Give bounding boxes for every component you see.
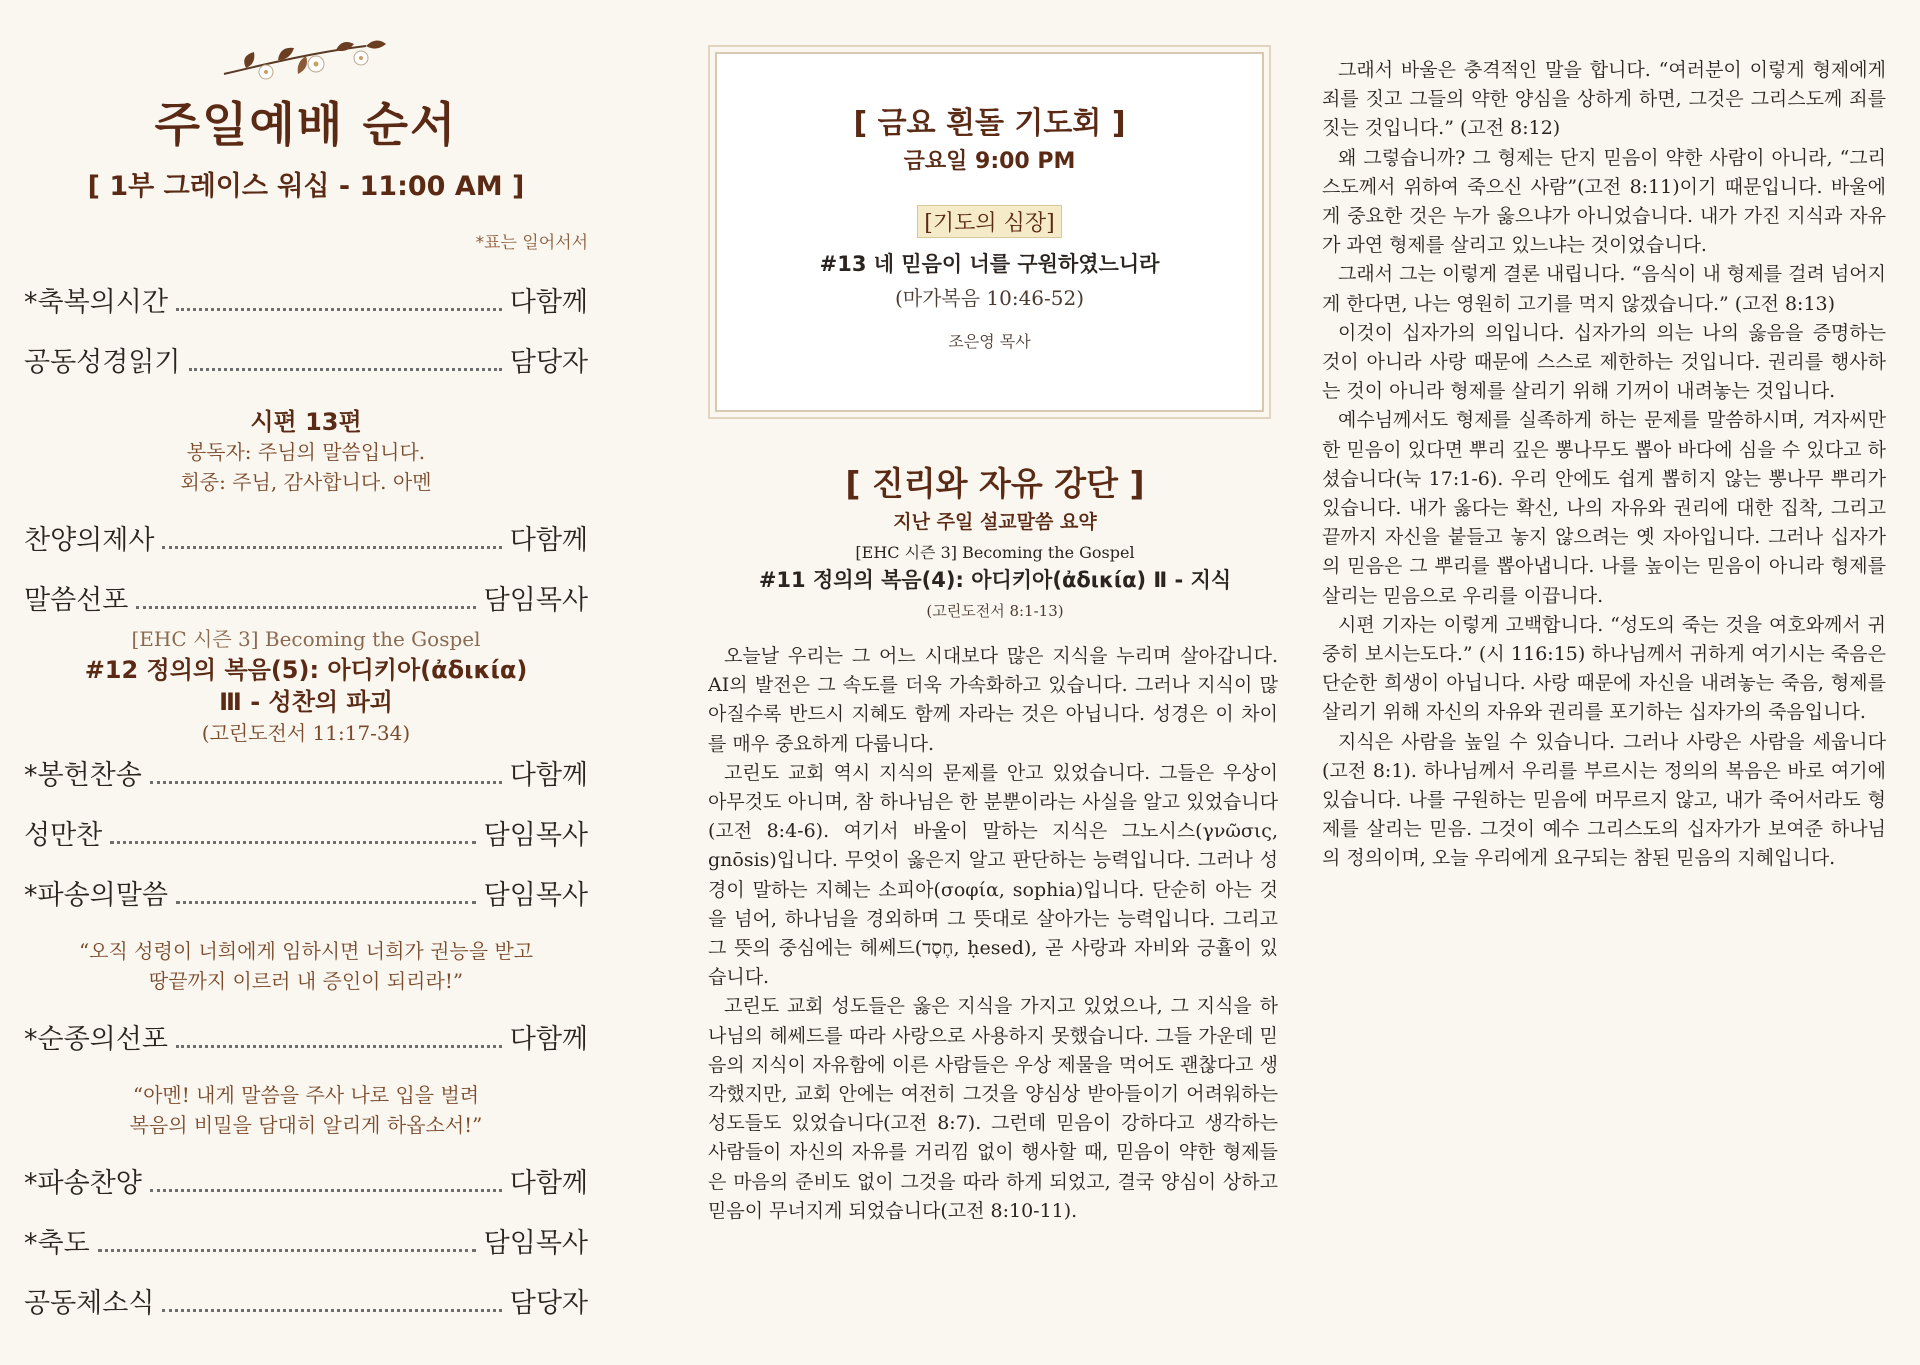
sending-quote [24, 936, 588, 996]
paragraph: 고린도 교회 역시 지식의 문제를 안고 있었습니다. 그들은 우상이 아무것도 아니며, 참 하나님은 한 분뿐이라는 사실을 알고 있었습니다(고전 8:4-6). 여기서 바울이 말하는 지식은 그노시스(γνῶσις, gnōsis)입니다. 무엇이 옳은지 알고 판단하는 능력입니다. 그러나 성경이 말하는 지혜는 소피아(σοφία, sophia)입니다. 단순히 아는 것을 넘어, 하나님을 경외하며 그 뜻대로 살아가는 능력입니다. 그리고 그 뜻의 중심에는 헤쎄드(חֶסֶד, ḥesed), 곧 사랑과 자비와 긍휼이 있습니다. [708, 761, 1279, 989]
lecture-subtitle: 지난 주일 설교말씀 요약 [893, 511, 1097, 533]
psalm-title: 시편 13편 [250, 408, 362, 436]
dotted-leader [162, 545, 501, 549]
service-time: [ 1부 그레이스 워십 - 11:00 AM ] [87, 171, 525, 202]
sermon-series: [EHC 시즌 3] Becoming the Gospel [131, 627, 481, 651]
lecture-series: [EHC 시즌 3] Becoming the Gospel [855, 543, 1135, 562]
order-item-leader: 담당자 [509, 1288, 588, 1319]
order-item-name: *봉헌찬송 [24, 760, 142, 791]
order-row [24, 812, 588, 852]
dotted-leader [136, 605, 475, 609]
order-item-name: *파송의말씀 [24, 880, 168, 911]
order-item-leader: 담당자 [509, 347, 588, 378]
order-item-name: 공동체소식 [24, 1288, 155, 1319]
sermon-info [24, 624, 588, 748]
order-row [24, 1220, 588, 1260]
order-row [24, 1160, 588, 1200]
friday-prayer-box [715, 52, 1264, 412]
quote-line: 복음의 비밀을 담대히 알리게 하옵소서!” [129, 1113, 483, 1137]
quote-line: “아멘! 내게 말씀을 주사 나로 입을 벌려 [132, 1083, 480, 1107]
order-row [24, 339, 588, 379]
paragraph: 고린도 교회 성도들은 옳은 지식을 가지고 있었으나, 그 지식을 하나님의 헤쎄드를 따라 사랑으로 사용하지 못했습니다. 그들 가운데 믿음의 지식이 자유함에 이른 사람들은 우상 제물을 먹어도 괜찮다고 생각했지만, 교회 안에는 여전히 그것을 양심상 받아들이기 어려워하는 성도들도 있었습니다(고전 8:7). 그런데 믿음이 강하다고 생각하는 사람들이 자신의 자유를 거리낌 없이 행사할 때, 믿음이 약한 형제들은 마음의 준비도 없이 그것을 따라 하게 되었고, 결국 양심이 상하고 믿음이 무너지게 되었습니다(고전 8:10-11). [708, 995, 1278, 1222]
order-item-leader: 다함께 [509, 287, 588, 318]
paragraph: 이것이 십자가의 의입니다. 십자가의 의는 나의 옳음을 증명하는 것이 아니라 사랑 때문에 스스로 제한하는 것입니다. 권리를 행사하는 것이 아니라 형제를 살리기 위해 기꺼이 내려놓는 것입니다. [1322, 321, 1886, 403]
dotted-leader [176, 1044, 502, 1048]
quote-line: “오직 성령이 너희에게 임하시면 너희가 권능을 받고 [78, 939, 534, 963]
order-item-leader: 담임목사 [483, 880, 588, 911]
lecture-title: [ 진리와 자유 강단 ] [845, 464, 1145, 503]
order-row [24, 517, 588, 557]
order-item-name: 공동성경읽기 [24, 347, 181, 378]
sermon-title: #12 정의의 복음(5): 아디키아(ἀδικία) [84, 656, 528, 684]
friday-title: [ 금요 흰돌 기도회 ] [853, 106, 1126, 141]
order-item-leader: 다함께 [509, 1168, 588, 1199]
order-item-name: *축도 [24, 1228, 90, 1259]
order-item-leader: 다함께 [509, 525, 588, 556]
sermon-reference: (고린도전서 11:17-34) [201, 721, 411, 745]
order-row [24, 1280, 588, 1320]
dotted-leader [98, 1248, 476, 1252]
order-item-leader: 담임목사 [483, 820, 588, 851]
order-item-leader: 담임목사 [483, 1228, 588, 1259]
dotted-leader [176, 307, 502, 311]
order-item-name: *축복의시간 [24, 287, 168, 318]
order-item-name: *순종의선포 [24, 1024, 168, 1055]
psalm-congregation-line: 회중: 주님, 감사합니다. 아멘 [180, 470, 432, 494]
order-row [24, 752, 588, 792]
friday-time: 금요일 9:00 PM [903, 149, 1076, 174]
friday-tag: [기도의 심장] [917, 205, 1061, 238]
obedience-quote [24, 1080, 588, 1140]
friday-reference: (마가복음 10:46-52) [894, 286, 1085, 310]
order-row [24, 872, 588, 912]
psalm-reading [24, 402, 588, 497]
dotted-leader [176, 900, 476, 904]
order-item-name: *파송찬양 [24, 1168, 142, 1199]
sermon-summary-continued [1322, 56, 1886, 874]
order-item-name: 찬양의제사 [24, 525, 155, 556]
dotted-leader [110, 840, 475, 844]
dotted-leader [150, 780, 502, 784]
friday-pastor: 조은영 목사 [948, 332, 1031, 351]
paragraph: 시편 기자는 이렇게 고백합니다. “성도의 죽는 것을 여호와께서 귀중히 보시는도다.” (시 116:15) 하나님께서 귀하게 여기시는 죽음은 단순한 희생이 아닙니다. 사랑 때문에 자신을 내려놓는 죽음, 형제를 살리기 위해 자신의 자유와 권리를 포기하는 십자가의 죽음입니다. [1322, 613, 1886, 724]
floral-branch-icon [216, 34, 406, 86]
paragraph: 그래서 바울은 충격적인 말을 합니다. “여러분이 이렇게 형제에게 죄를 짓고 그들의 약한 양심을 상하게 하면, 그것은 그리스도께 죄를 짓는 것입니다.” (고전 8:12) [1322, 59, 1886, 140]
sermon-title-cont: Ⅲ - 성찬의 파괴 [219, 688, 393, 716]
order-row [24, 279, 588, 319]
order-item-name: 성만찬 [24, 820, 103, 851]
lecture-sermon-title: #11 정의의 복음(4): 아디키아(ἀδικία) Ⅱ - 지식 [758, 568, 1232, 592]
order-row [24, 577, 588, 617]
standing-note: *표는 일어서서 [475, 233, 588, 253]
psalm-reader-line: 봉독자: 주님의 말씀입니다. [186, 440, 426, 464]
paragraph: 지식은 사람을 높일 수 있습니다. 그러나 사랑은 사람을 세웁니다(고전 8:1). 하나님께서 우리를 부르시는 정의의 복음은 바로 여기에 있습니다. 나를 구원하는 믿음에 머무르지 않고, 내가 죽어서라도 형제를 살리는 믿음. 그것이 예수 그리스도의 십자가가 보여준 하나님의 정의이며, 오늘 우리에게 요구되는 참된 믿음의 지혜입니다. [1322, 730, 1886, 870]
paragraph: 왜 그렇습니까? 그 형제는 단지 믿음이 약한 사람이 아니라, “그리스도께서 위하여 죽으신 사람”(고전 8:11)이기 때문입니다. 바울에게 중요한 것은 누가 옳으냐가 아니었습니다. 내가 가진 지식과 자유가 과연 형제를 살리고 있느냐는 것이었습니다. [1322, 146, 1886, 257]
friday-sermon-title: #13 네 믿음이 너를 구원하였느니라 [819, 252, 1160, 276]
order-item-name: 말씀선포 [24, 585, 129, 616]
order-item-leader: 담임목사 [483, 585, 588, 616]
order-item-leader: 다함께 [509, 1024, 588, 1055]
quote-line: 땅끝까지 이르러 내 증인이 되리라!” [148, 969, 464, 993]
order-item-leader: 다함께 [509, 760, 588, 791]
dotted-leader [162, 1308, 501, 1312]
paragraph: 예수님께서도 형제를 실족하게 하는 문제를 말씀하시며, 겨자씨만한 믿음이 있다면 뿌리 깊은 뽕나무도 뽑아 바다에 심을 수 있다고 하셨습니다(눅 17:1-6). 우리 안에도 쉽게 뽑히지 않는 뽕나무 뿌리가 있습니다. 내가 옳다는 확신, 나의 자유와 권리에 대한 집착, 그리고 끝까지 자신을 붙들고 놓지 않으려는 옛 자아입니다. 그러나 십자가의 믿음은 그 뿌리를 뽑아냅니다. 나를 높이는 믿음이 아니라 형제를 살리는 믿음으로 우리를 이끕니다. [1322, 409, 1886, 607]
dotted-leader [189, 367, 502, 371]
sermon-summary-text [708, 642, 1278, 1226]
order-row [24, 1016, 588, 1056]
paragraph: 오늘날 우리는 그 어느 시대보다 많은 지식을 누리며 살아갑니다. AI의 발전은 그 속도를 더욱 가속화하고 있습니다. 그러나 지식이 많아질수록 반드시 지혜도 함께 자라는 것은 아닙니다. 성경은 이 차이를 매우 중요하게 다룹니다. [708, 645, 1278, 755]
page-title: 주일예배 순서 [154, 98, 458, 153]
lecture-reference: (고린도전서 8:1-13) [926, 602, 1064, 620]
dotted-leader [150, 1188, 502, 1192]
paragraph: 그래서 그는 이렇게 결론 내립니다. “음식이 내 형제를 걸려 넘어지게 한다면, 나는 영원히 고기를 먹지 않겠습니다.” (고전 8:13) [1322, 263, 1886, 315]
